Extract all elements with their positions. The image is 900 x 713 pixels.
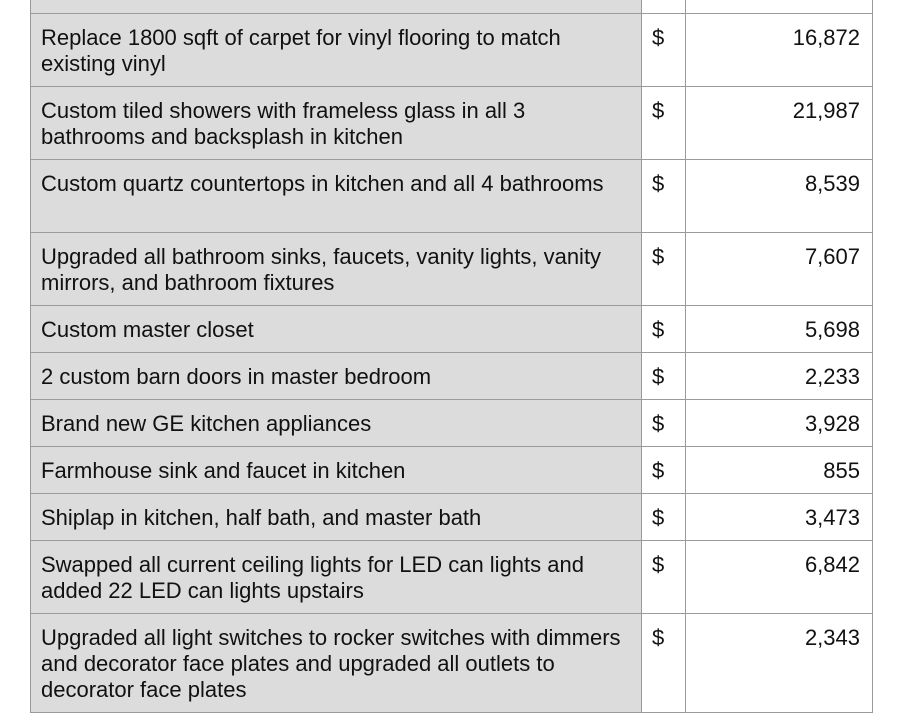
currency-cell[interactable]: $ [642, 306, 686, 353]
amount-cell[interactable]: 855 [686, 447, 873, 494]
table-row [31, 306, 873, 353]
description-cell[interactable]: Swapped all current ceiling lights for LED can lights and added 22 LED can lights upstairs [31, 541, 642, 614]
description-cell[interactable]: Custom quartz countertops in kitchen and all 4 bathrooms [31, 160, 642, 233]
description-cell[interactable]: Brand new GE kitchen appliances [31, 400, 642, 447]
spreadsheet [30, 0, 872, 713]
description-cell[interactable]: 2 custom barn doors in master bedroom [31, 353, 642, 400]
currency-cell[interactable]: $ [642, 233, 686, 306]
amount-cell[interactable]: 2,343 [686, 614, 873, 713]
amount-cell[interactable]: 2,233 [686, 353, 873, 400]
currency-cell[interactable]: $ [642, 614, 686, 713]
description-cell[interactable] [31, 0, 642, 14]
description-cell[interactable]: Replace 1800 sqft of carpet for vinyl flooring to match existing vinyl [31, 14, 642, 87]
table-row [31, 447, 873, 494]
currency-cell[interactable]: $ [642, 541, 686, 614]
amount-cell[interactable]: 6,842 [686, 541, 873, 614]
currency-cell[interactable]: $ [642, 87, 686, 160]
table-row [31, 14, 873, 87]
table-row [31, 87, 873, 160]
currency-cell[interactable]: $ [642, 353, 686, 400]
table-row [31, 400, 873, 447]
amount-cell[interactable]: 21,987 [686, 87, 873, 160]
amount-cell[interactable]: 8,539 [686, 160, 873, 233]
table-row [31, 353, 873, 400]
table-row [31, 0, 873, 14]
table-row [31, 494, 873, 541]
description-cell[interactable]: Upgraded all bathroom sinks, faucets, vanity lights, vanity mirrors, and bathroom fixtures [31, 233, 642, 306]
amount-cell[interactable]: 16,872 [686, 14, 873, 87]
currency-cell[interactable]: $ [642, 400, 686, 447]
currency-cell[interactable]: $ [642, 494, 686, 541]
amount-cell[interactable]: 5,698 [686, 306, 873, 353]
currency-cell[interactable] [642, 0, 686, 14]
amount-cell[interactable] [686, 0, 873, 14]
currency-cell[interactable]: $ [642, 160, 686, 233]
table-row [31, 614, 873, 713]
amount-cell[interactable]: 3,473 [686, 494, 873, 541]
table-row [31, 233, 873, 306]
description-cell[interactable]: Custom tiled showers with frameless glass in all 3 bathrooms and backsplash in kitchen [31, 87, 642, 160]
currency-cell[interactable]: $ [642, 447, 686, 494]
table-row [31, 160, 873, 233]
table-row [31, 541, 873, 614]
description-cell[interactable]: Shiplap in kitchen, half bath, and master bath [31, 494, 642, 541]
description-cell[interactable]: Upgraded all light switches to rocker switches with dimmers and decorator face plates and upgraded all outlets to decorator face plates [31, 614, 642, 713]
currency-cell[interactable]: $ [642, 14, 686, 87]
renovation-cost-table [30, 0, 873, 713]
amount-cell[interactable]: 3,928 [686, 400, 873, 447]
description-cell[interactable]: Custom master closet [31, 306, 642, 353]
description-cell[interactable]: Farmhouse sink and faucet in kitchen [31, 447, 642, 494]
amount-cell[interactable]: 7,607 [686, 233, 873, 306]
